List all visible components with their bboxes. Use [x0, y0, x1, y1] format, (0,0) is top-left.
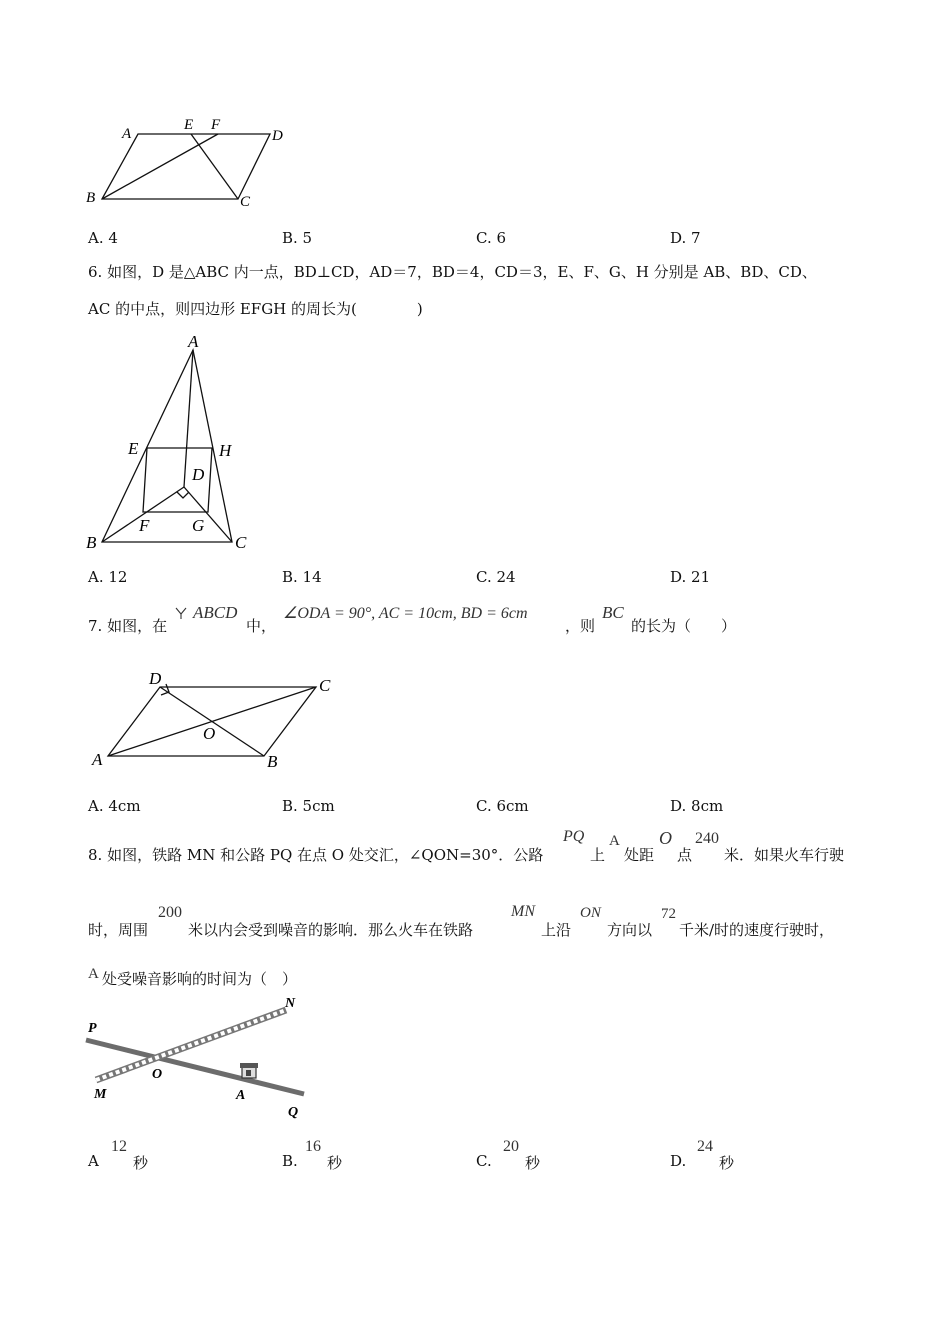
q8-line1-a: 8. 如图，铁路 MN 和公路 PQ 在点 O 处交汇，∠QON=30°．公路: [88, 846, 544, 864]
house-icon: [240, 1063, 258, 1078]
q8-option-b-value: 16: [305, 1138, 321, 1155]
q8-option-a-unit: 秒: [133, 1154, 149, 1172]
q7-label-A: A: [92, 750, 103, 769]
q8-option-b-letter: B.: [282, 1152, 298, 1170]
q8-200: 200: [158, 904, 182, 921]
q8-option-c-unit: 秒: [525, 1154, 541, 1172]
q5-label-E: E: [184, 117, 194, 133]
q8-label-A: A: [236, 1088, 246, 1103]
q6-option-a[interactable]: A. 12: [88, 568, 128, 586]
q7-option-b[interactable]: B. 5cm: [282, 797, 335, 815]
q5-option-c[interactable]: C. 6: [476, 229, 507, 247]
q8-option-d[interactable]: [670, 1138, 830, 1172]
q5-label-A: A: [122, 126, 132, 142]
q8-line3: 处受噪音影响的时间为（ ）: [102, 970, 298, 988]
q8-line2-a: 时，周围: [88, 921, 149, 939]
q8-line2-c: 上沿: [541, 921, 572, 939]
q7-option-a[interactable]: A. 4cm: [88, 797, 141, 815]
q8-option-d-value: 24: [697, 1138, 713, 1155]
q6-question-line2: AC 的中点，则四边形 EFGH 的周长为( ): [88, 300, 423, 318]
q5-option-a[interactable]: A. 4: [88, 229, 118, 247]
q7-label-C: C: [319, 676, 331, 695]
q8-option-a[interactable]: [88, 1138, 248, 1172]
q6-label-H: H: [219, 441, 232, 460]
q8-option-d-letter: D.: [670, 1152, 687, 1170]
q7-parallelogram-figure: [86, 664, 346, 774]
q7-condition: ∠ODA = 90°, AC = 10cm, BD = 6cm: [283, 605, 528, 622]
q8-option-b[interactable]: [282, 1138, 442, 1172]
q8-mn: MN: [511, 903, 535, 920]
q8-line1-d: 点: [677, 846, 693, 864]
q6-label-B: B: [86, 533, 97, 552]
q8-line1-e: 米．如果火车行驶: [724, 846, 845, 864]
q6-option-d[interactable]: D. 21: [670, 568, 711, 586]
q7-option-c[interactable]: C. 6cm: [476, 797, 529, 815]
q8-option-a-letter: A: [88, 1152, 99, 1170]
q6-label-F: F: [139, 516, 150, 535]
q8-A: A: [609, 833, 620, 849]
q6-label-G: G: [192, 516, 205, 535]
q7-prefix: 7. 如图，在: [88, 617, 168, 635]
q5-label-D: D: [272, 128, 283, 144]
q8-label-N: N: [285, 996, 296, 1011]
q8-label-Q: Q: [288, 1105, 299, 1120]
q8-line3-A: A: [88, 966, 99, 982]
q8-72: 72: [661, 906, 676, 922]
q7-mid: 中，: [246, 617, 277, 635]
q8-option-c[interactable]: [476, 1138, 636, 1172]
q8-label-P: P: [88, 1021, 97, 1036]
q8-line2-b: 米以内会受到噪音的影响．那么火车在铁路: [188, 921, 474, 939]
q5-label-C: C: [240, 194, 251, 210]
q8-pq: PQ: [563, 828, 585, 845]
q7-shape-name: ABCD: [193, 603, 238, 622]
q8-line1-c: 处距: [624, 846, 655, 864]
q8-O: O: [659, 828, 672, 848]
q8-option-b-unit: 秒: [327, 1154, 343, 1172]
q6-label-D: D: [192, 465, 205, 484]
q7-label-B: B: [267, 752, 278, 771]
q7-segment: BC: [602, 603, 624, 622]
q8-option-c-value: 20: [503, 1138, 519, 1155]
q8-option-d-unit: 秒: [719, 1154, 735, 1172]
q6-question-line1: 6. 如图，D 是△ABC 内一点，BD⊥CD，AD＝7，BD＝4，CD＝3，E、F、G、H 分别是 AB、BD、CD、: [88, 263, 817, 281]
parallelogram-symbol-icon: [174, 606, 188, 620]
q8-240: 240: [695, 830, 719, 847]
q5-parallelogram-figure: [80, 112, 300, 212]
q8-label-M: M: [94, 1087, 107, 1102]
q6-label-C: C: [235, 533, 247, 552]
q8-on: ON: [580, 905, 601, 921]
q8-line2-d: 方向以: [607, 921, 653, 939]
q8-option-a-value: 12: [111, 1138, 127, 1155]
q8-line2-e: 千米/时的速度行驶时，: [679, 921, 835, 939]
q7-then: ，则: [565, 617, 596, 635]
q5-option-b[interactable]: B. 5: [282, 229, 313, 247]
q7-label-O: O: [203, 724, 216, 743]
q5-label-B: B: [86, 190, 96, 206]
q8-label-O: O: [152, 1067, 163, 1082]
q8-railway-road-figure: [82, 994, 322, 1124]
q6-triangle-figure: [80, 330, 270, 555]
q7-option-d[interactable]: D. 8cm: [670, 797, 724, 815]
q8-option-c-letter: C.: [476, 1152, 492, 1170]
q5-option-d[interactable]: D. 7: [670, 229, 701, 247]
q6-option-c[interactable]: C. 24: [476, 568, 516, 586]
q5-label-F: F: [211, 117, 221, 133]
q6-label-A: A: [188, 332, 199, 351]
q7-label-D: D: [149, 669, 162, 688]
q7-suffix: 的长为（ ）: [631, 617, 737, 635]
q6-label-E: E: [128, 439, 139, 458]
q8-line1-b: 上: [590, 846, 606, 864]
q6-option-b[interactable]: B. 14: [282, 568, 322, 586]
